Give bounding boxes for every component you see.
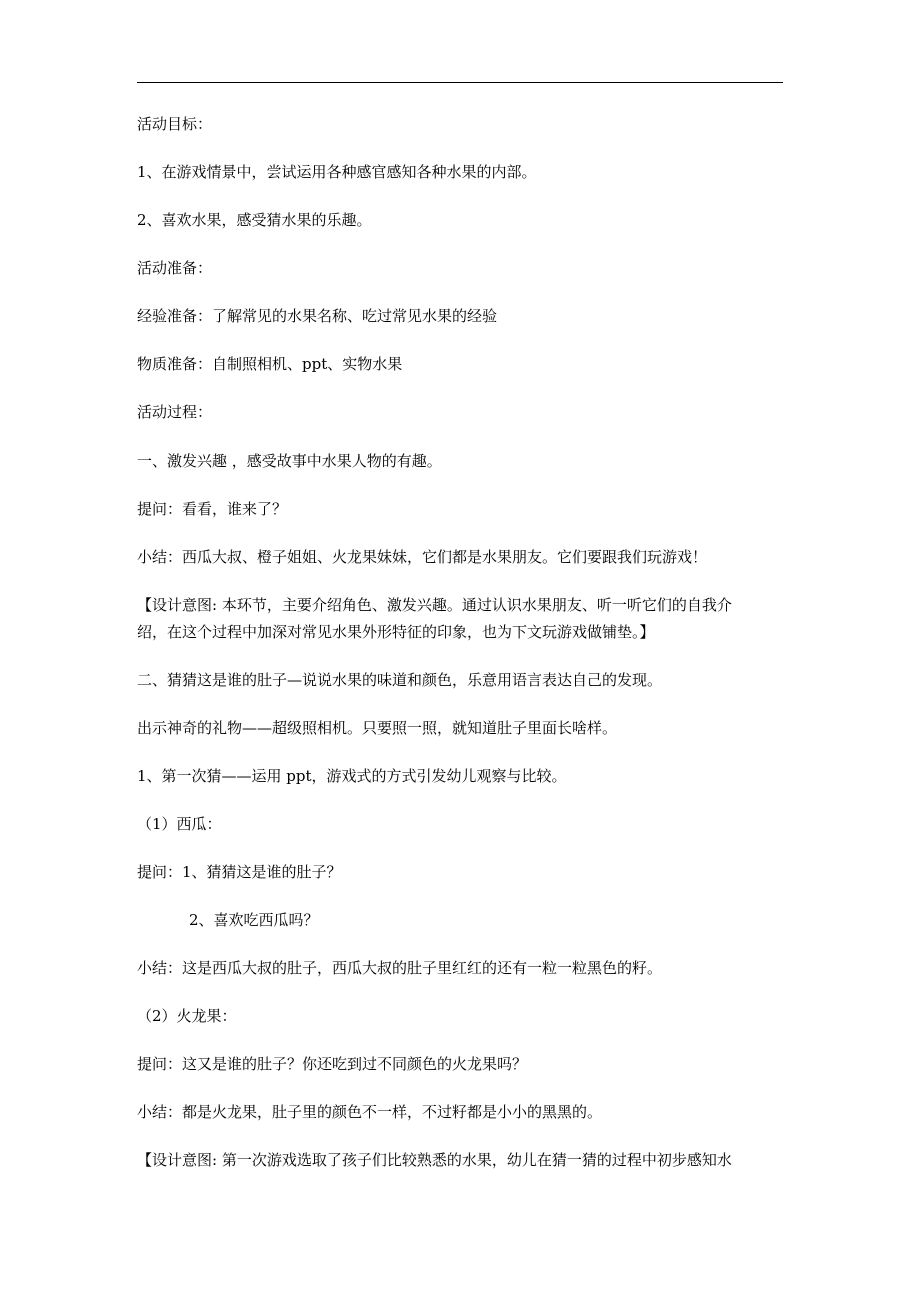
design-intent-2-line-1: 【设计意图: 第一次游戏选取了孩子们比较熟悉的水果，幼儿在猜一猜的过程中初步感知水 — [137, 1151, 732, 1169]
heading-process: 活动过程： — [137, 403, 213, 421]
dragonfruit-question: 提问：这又是谁的肚子？你还吃到过不同颜色的火龙果吗？ — [137, 1055, 528, 1073]
guess-1-title: 1、第一次猜——运用 ppt，游戏式的方式引发幼儿观察与比较。 — [137, 767, 567, 785]
watermelon-heading: （1）西瓜： — [137, 815, 222, 833]
prep-experience: 经验准备：了解常见的水果名称、吃过常见水果的经验 — [137, 307, 498, 325]
heading-goals: 活动目标： — [137, 115, 213, 133]
dragonfruit-heading: （2）火龙果： — [137, 1007, 237, 1025]
design-intent-1-line-1: 【设计意图: 本环节，主要介绍角色、激发兴趣。通过认识水果朋友、听一听它们的自我介 — [137, 596, 732, 614]
watermelon-summary: 小结：这是西瓜大叔的肚子，西瓜大叔的肚子里红红的还有一粒一粒黑色的籽。 — [137, 959, 663, 977]
step-2-title: 二、猜猜这是谁的肚子—说说水果的味道和颜色，乐意用语言表达自己的发现。 — [137, 671, 663, 689]
header-rule — [137, 82, 783, 83]
design-intent-1-line-2: 绍，在这个过程中加深对常见水果外形特征的印象，也为下文玩游戏做铺垫。】 — [137, 623, 655, 641]
step-1-title: 一、激发兴趣 ，感受故事中水果人物的有趣。 — [137, 452, 442, 470]
prep-materials: 物质准备：自制照相机、ppt、实物水果 — [137, 355, 403, 373]
goal-item-2: 2、喜欢水果，感受猜水果的乐趣。 — [137, 211, 372, 229]
goal-item-1: 1、在游戏情景中，尝试运用各种感官感知各种水果的内部。 — [137, 163, 537, 181]
watermelon-question-2: 2、喜欢吃西瓜吗？ — [189, 911, 319, 929]
step-1-summary: 小结：西瓜大叔、橙子姐姐、火龙果妹妹，它们都是水果朋友。它们要跟我们玩游戏！ — [137, 548, 708, 566]
step-1-question: 提问：看看，谁来了？ — [137, 500, 288, 518]
dragonfruit-summary: 小结：都是火龙果，肚子里的颜色不一样，不过籽都是小小的黑黑的。 — [137, 1103, 603, 1121]
watermelon-question-1: 提问：1、猜猜这是谁的肚子？ — [137, 863, 342, 881]
step-2-intro: 出示神奇的礼物——超级照相机。只要照一照，就知道肚子里面长啥样。 — [137, 719, 618, 737]
heading-preparation: 活动准备： — [137, 259, 213, 277]
